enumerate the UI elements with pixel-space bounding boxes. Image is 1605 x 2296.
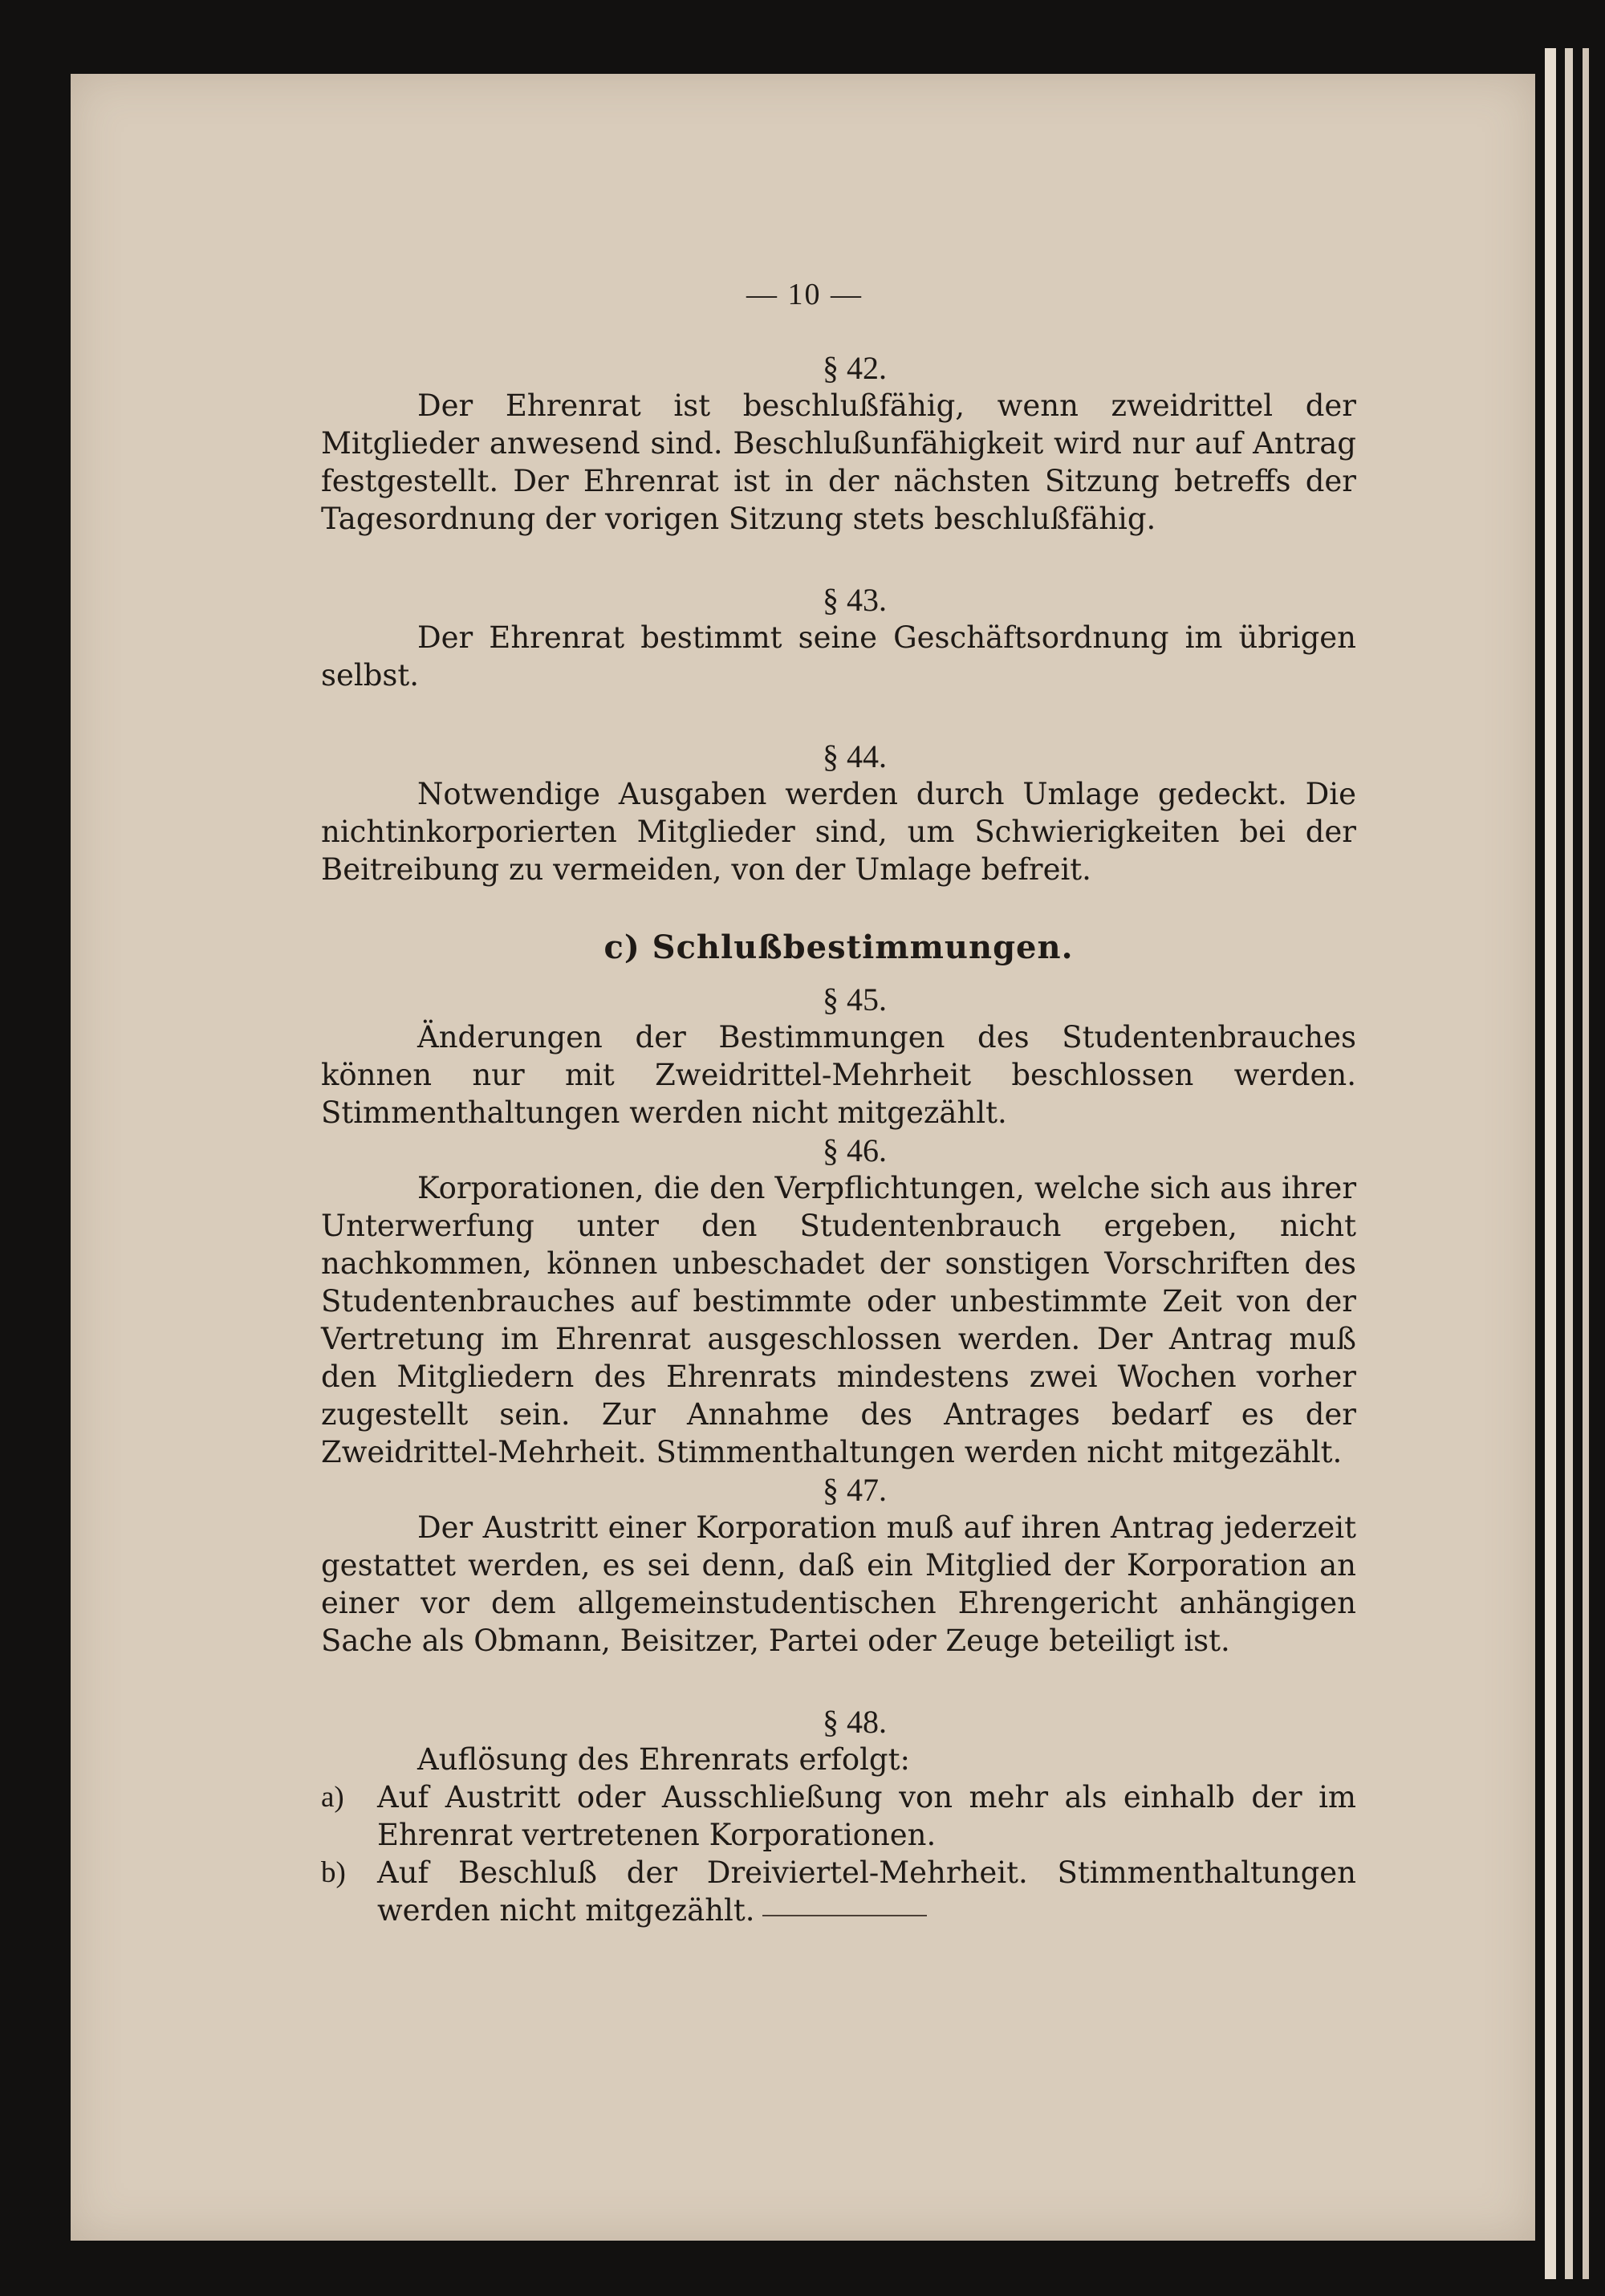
section-42 bbox=[321, 349, 1356, 538]
document-body bbox=[321, 277, 1356, 1929]
section-text: Notwendige Ausgaben werden durch Umlage gedeckt. Die nichtinkorporierten Mitglieder sind, um Schwierigkeiten bei der Beitreibung zu vermeiden, von der Umlage befreit. bbox=[321, 777, 1356, 887]
section-46 bbox=[321, 1132, 1356, 1471]
section-number: § 44. bbox=[823, 738, 887, 774]
list-item-text: Auf Austritt oder Ausschließung von mehr als einhalb der im Ehrenrat vertretenen Korporationen. bbox=[377, 1780, 1356, 1852]
section-text: Änderungen der Bestimmungen des Studentenbrauches können nur mit Zweidrittel-Mehrheit beschlossen werden. Stimmenthaltungen werden nicht mitgezählt. bbox=[321, 1020, 1356, 1130]
list-item-label: a) bbox=[321, 1781, 344, 1814]
section-47 bbox=[321, 1471, 1356, 1660]
section-number: § 47. bbox=[823, 1472, 887, 1508]
section-number: § 43. bbox=[823, 582, 887, 618]
section-43 bbox=[321, 581, 1356, 694]
section-text: Korporationen, die den Verpflichtungen, welche sich aus ihrer Unterwerfung unter den Studentenbrauch ergeben, nicht nachkommen, können unbeschadet der sonstigen Vorschriften des Studentenbrauches auf bestimmte oder unbestimmte Zeit von der Vertretung im Ehrenrat ausgeschlossen werden. Der Antrag muß den Mitgliedern des Ehrenrats mindestens zwei Wochen vorher zugestellt sein. Zur Annahme des Antrages bedarf es der Zweidrittel-Mehrheit. Stimmenthaltungen werden nicht mitgezählt. bbox=[321, 1171, 1356, 1469]
list-item-text: Auf Beschluß der Dreiviertel-Mehrheit. Stimmenthaltungen werden nicht mitgezählt. bbox=[377, 1855, 1356, 1928]
section-number: § 46. bbox=[823, 1132, 887, 1168]
page-edge bbox=[1565, 48, 1573, 2279]
section-text: Der Ehrenrat ist beschlußfähig, wenn zweidrittel der Mitglieder anwesend sind. Beschlußunfähigkeit wird nur auf Antrag festgestellt. Der Ehrenrat ist in der nächsten Sitzung betreffs der Tagesordnung der vorigen Sitzung stets beschlußfähig. bbox=[321, 388, 1356, 536]
section-number: § 45. bbox=[823, 981, 887, 1018]
subsection-heading: c) Schlußbestimmungen. bbox=[603, 929, 1074, 966]
section-number: § 48. bbox=[823, 1704, 887, 1740]
section-48 bbox=[321, 1703, 1356, 1929]
section-intro: Auflösung des Ehrenrats erfolgt: bbox=[417, 1742, 910, 1777]
list-item-label: b) bbox=[321, 1856, 346, 1889]
section-text: Der Ehrenrat bestimmt seine Geschäftsordnung im übrigen selbst. bbox=[321, 620, 1356, 693]
section-45 bbox=[321, 981, 1356, 1132]
section-text: Der Austritt einer Korporation muß auf ihren Antrag jederzeit gestattet werden, es sei denn, daß ein Mitglied der Korporation an einer vor dem allgemeinstudentischen Ehrengericht anhängigen Sache als Obmann, Beisitzer, Partei oder Zeuge beteiligt ist. bbox=[321, 1510, 1356, 1658]
section-number: § 42. bbox=[823, 350, 887, 386]
list-item bbox=[321, 1854, 1356, 1929]
section-44 bbox=[321, 738, 1356, 888]
page-edge bbox=[1545, 48, 1556, 2279]
closing-rule bbox=[762, 1915, 927, 1916]
list-item bbox=[321, 1778, 1356, 1854]
page-number: — 10 — bbox=[746, 278, 863, 311]
page-edge bbox=[1583, 48, 1589, 2279]
